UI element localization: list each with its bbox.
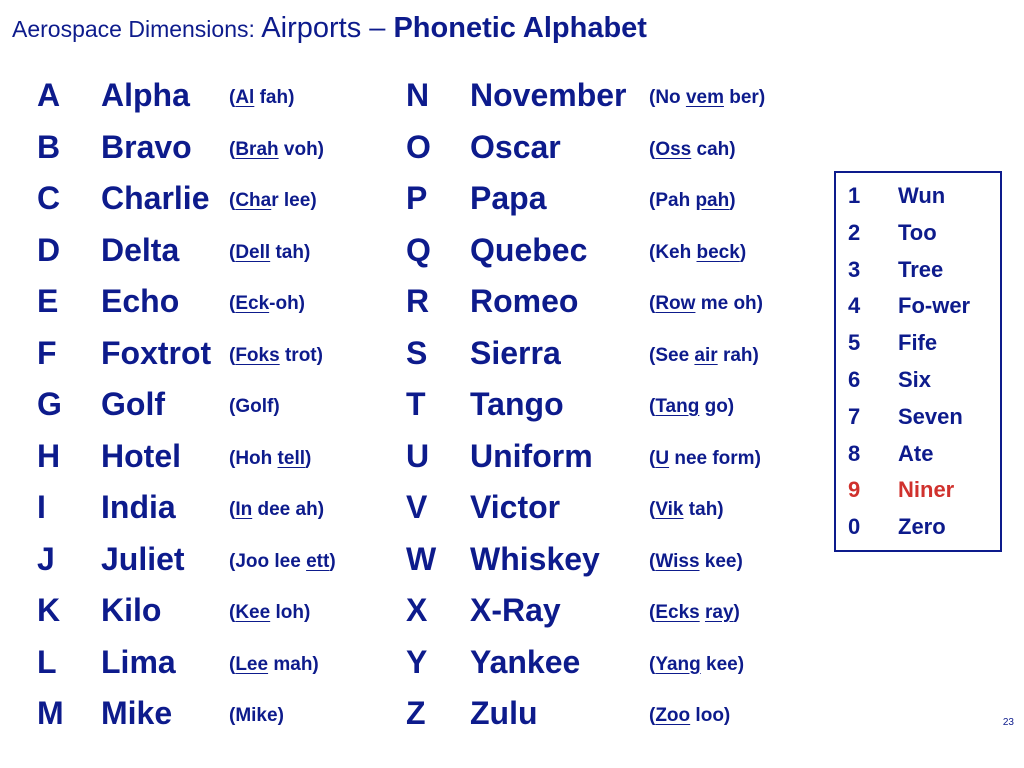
page-title [12,12,647,45]
code-word: Oscar [470,128,561,165]
code-word: Romeo [470,283,579,319]
alphabet-letter: D [37,231,61,268]
code-word: Golf [101,386,165,422]
pronunciation-text: ( [649,447,656,469]
stressed-syllable: Eck [235,293,270,314]
digit: 3 [848,256,861,282]
pronunciation-text: ( [229,190,236,211]
pronunciation [229,486,324,534]
pronunciation-text: ( [649,396,656,417]
stressed-syllable: beck [696,241,740,263]
title-prefix: Aerospace Dimensions: [12,16,262,42]
stressed-syllable: Zoo [655,705,691,726]
number-row [836,435,1000,472]
pronunciation-text: ( [649,705,656,726]
pronunciation-text: ) [733,602,740,623]
code-word: Alpha [101,77,190,113]
alphabet-letter: U [406,437,430,474]
pronunciation [229,435,311,483]
code-word: India [101,489,176,525]
pronunciation-text: ) [329,550,336,572]
alphabet-letter: T [406,386,426,422]
stressed-syllable: Foks [235,344,280,366]
pronunciation [229,538,336,586]
pronunciation-text: cah) [691,138,736,160]
pronunciation-text: ) [305,447,312,469]
number-row [836,251,1000,288]
alphabet-letter: K [37,592,61,628]
pronunciation-text: mah) [268,653,319,675]
digit: 9 [848,477,861,503]
code-word: Hotel [101,437,181,474]
code-word: Juliet [101,540,185,577]
alphabet-letter: V [406,489,428,525]
pronunciation-text: ) [729,190,736,211]
stressed-syllable: Kee [235,602,271,623]
pronunciation [649,538,743,586]
pronunciation-text: (Keh [649,241,697,263]
number-row [836,508,1000,545]
digit-word: Niner [898,477,955,503]
digit-word: Ate [898,440,934,466]
pronunciation-text: dee ah) [252,499,325,520]
pronunciation-text: tah) [270,241,311,263]
stressed-syllable: vem [685,87,724,108]
pronunciation-text: ( [649,653,656,675]
stressed-syllable: Lee [235,653,269,675]
stressed-syllable: Row [655,293,696,314]
digit-word: Fo-wer [898,293,971,319]
digit: 7 [848,403,861,429]
pronunciation-text: kee) [699,550,743,572]
pronunciation-text: ( [229,602,236,623]
pronunciation-text: ( [229,87,236,108]
number-row [836,398,1000,435]
pronunciation-text: ( [229,293,236,314]
code-word: Zulu [470,695,538,731]
alphabet-letter: B [37,128,61,165]
pronunciation-text: ber) [723,87,766,108]
pronunciation-text: ( [229,138,236,160]
number-row [836,177,1000,214]
alphabet-letter: L [37,643,57,680]
number-row [836,214,1000,251]
stressed-syllable: In [235,499,253,520]
pronunciation-text: voh) [278,138,325,160]
stressed-syllable: Oss [655,138,692,160]
pronunciation-text: loh) [270,602,311,623]
digit: 4 [848,293,861,319]
alphabet-letter: F [37,334,57,371]
number-row [836,361,1000,398]
pronunciation [649,177,736,225]
code-word: Charlie [101,180,210,216]
code-word: Kilo [101,592,162,628]
alphabet-letter: Z [406,695,426,731]
digit: 6 [848,367,861,392]
pronunciation [649,280,763,328]
pronunciation-text: ( [649,138,656,160]
stressed-syllable: Ecks [655,602,700,623]
stressed-syllable: Al [235,87,255,108]
title-subject: Phonetic Alphabet [393,12,647,44]
pronunciation [229,383,280,431]
pronunciation-text: ( [229,344,236,366]
pronunciation-text: (Joo lee [229,550,307,572]
pronunciation-text: rah) [717,344,759,366]
alphabet-letter: X [406,592,428,628]
pronunciation-text: (See [649,344,695,366]
stressed-syllable: Cha [235,190,272,211]
pronunciation-text: ( [229,241,236,263]
pronunciation [229,332,323,380]
stressed-syllable: tell [277,447,305,469]
digit-word: Zero [898,514,946,540]
pronunciation-text: go) [699,396,735,417]
code-word: Whiskey [470,540,600,577]
pronunciation [229,126,324,174]
pronunciation [229,229,310,277]
title-topic: Airports – [261,12,394,44]
alphabet-letter: A [37,77,61,113]
pronunciation [649,74,765,122]
pronunciation-text: r lee) [271,190,317,211]
pronunciation-text: ( [649,293,656,314]
pronunciation [229,589,310,637]
code-word: Yankee [470,643,581,680]
digit-word: Tree [898,256,944,282]
digit-word: Fife [898,330,938,356]
pronunciation-text: kee) [700,653,745,675]
pronunciation-text: -oh) [269,293,306,314]
alphabet-letter: H [37,437,61,474]
pronunciation-text: ( [649,602,656,623]
alphabet-letter: Q [406,231,431,268]
alphabet-letter: Y [406,643,428,680]
stressed-syllable: Yang [655,653,701,675]
pronunciation-text: trot) [279,344,323,366]
digit-word: Wun [898,183,946,208]
stressed-syllable: pah [695,190,730,211]
number-row [836,287,1000,324]
code-word: Mike [101,695,173,731]
page-number: 23 [1002,717,1014,728]
pronunciation [649,229,746,277]
pronunciation-text: (Hoh [229,447,278,469]
alphabet-letter: M [37,695,64,731]
alphabet-letter: J [37,540,55,577]
alphabet-letter: C [37,180,61,216]
pronunciation-text: me oh) [695,293,763,314]
pronunciation [649,332,759,380]
code-word: Tango [470,386,564,422]
pronunciation [229,74,294,122]
pronunciation-text: ( [229,499,236,520]
pronunciation-text: nee form) [669,447,761,469]
alphabet-letter: P [406,180,428,216]
digit: 8 [848,440,861,466]
stressed-syllable: Wiss [655,550,700,572]
digit: 5 [848,330,861,356]
pronunciation [229,177,317,225]
stressed-syllable: Brah [235,138,279,160]
pronunciation [649,126,736,174]
pronunciation-text: tah) [683,499,724,520]
pronunciation-text: ( [229,653,236,675]
digit: 1 [848,183,861,208]
pronunciation-text: (Mike) [229,705,284,726]
pronunciation-text: ) [739,241,747,263]
code-word: Quebec [470,231,588,268]
stressed-syllable: ett [306,550,330,572]
code-word: Victor [470,489,561,525]
pronunciation-text: (Pah [649,190,696,211]
pronunciation-text: ( [649,499,656,520]
code-word: Sierra [470,334,561,371]
alphabet-letter: R [406,283,430,319]
alphabet-letter: W [406,540,437,577]
digit: 2 [848,219,861,245]
code-word: Uniform [470,437,593,474]
code-word: Lima [101,643,176,680]
code-word: Delta [101,231,180,268]
alphabet-letter: E [37,283,59,319]
alphabet-letter: I [37,489,46,525]
pronunciation [649,641,744,689]
pronunciation [649,383,734,431]
code-word: Foxtrot [101,334,212,371]
stressed-syllable: Vik [655,499,684,520]
pronunciation [649,589,740,637]
digit: 0 [848,514,861,540]
pronunciation [649,435,761,483]
digit-word: Six [898,367,932,392]
number-row [836,471,1000,508]
pronunciation [229,280,305,328]
stressed-syllable: Tang [655,396,700,417]
pronunciation [649,692,730,740]
code-word: Echo [101,283,180,319]
numbers-box [834,171,1002,552]
pronunciation-text: (No [649,87,686,108]
stressed-syllable: ray [704,602,734,623]
code-word: Bravo [101,128,192,165]
pronunciation-text: fah) [254,87,295,108]
code-word: Papa [470,180,547,216]
pronunciation-text: loo) [690,705,731,726]
pronunciation [229,641,319,689]
pronunciation-text: ( [649,550,656,572]
alphabet-letter: S [406,334,428,371]
code-word: X-Ray [470,592,561,628]
stressed-syllable: Dell [235,241,271,263]
pronunciation-text: (Golf) [229,396,280,417]
pronunciation [649,486,724,534]
alphabet-letter: G [37,386,62,422]
number-row [836,324,1000,361]
code-word: November [470,77,627,113]
pronunciation [229,692,284,740]
alphabet-letter: O [406,128,431,165]
digit-word: Seven [898,403,963,429]
digit-word: Too [898,219,937,245]
stressed-syllable: U [655,447,670,469]
alphabet-letter: N [406,77,430,113]
stressed-syllable: air [694,344,718,366]
